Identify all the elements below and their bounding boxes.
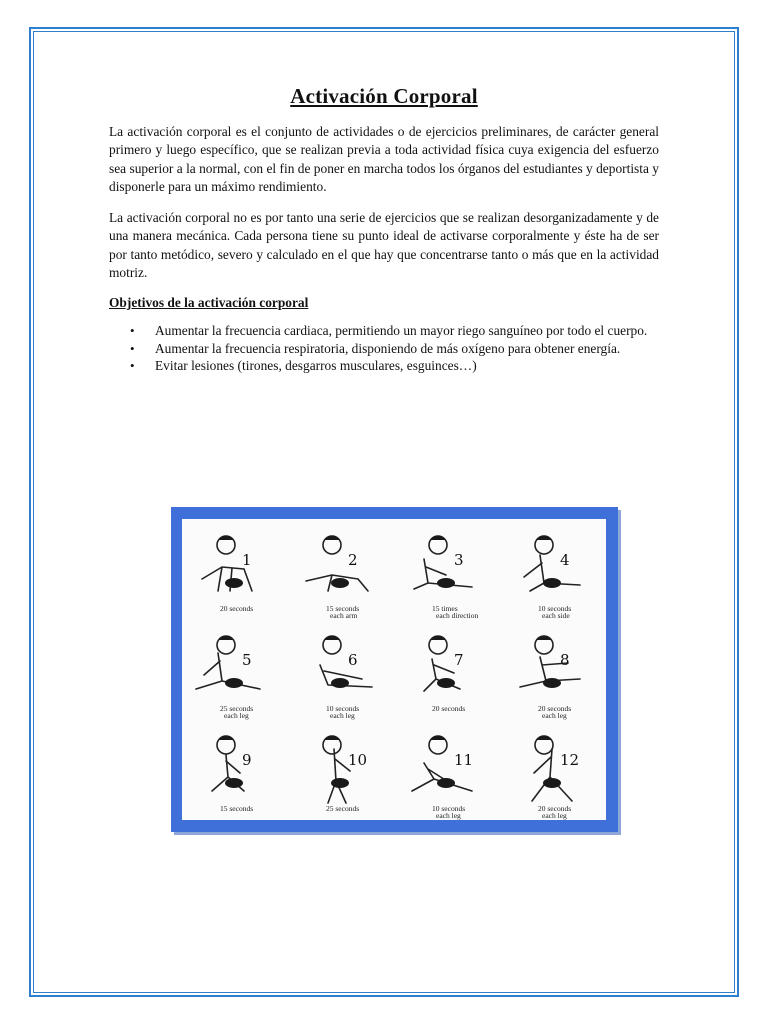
exercise-cell — [196, 636, 260, 721]
exercise-number: 8 — [560, 651, 570, 669]
exercise-caption: 20 seconds — [538, 804, 572, 813]
figure-shorts — [543, 578, 561, 588]
exercise-number: 6 — [348, 651, 358, 669]
exercise-caption: 10 seconds — [432, 804, 466, 813]
exercise-caption-cont: each leg — [542, 811, 567, 820]
exercise-number: 12 — [560, 751, 580, 769]
exercise-caption: 25 seconds — [220, 704, 254, 713]
figure-hair — [218, 636, 234, 641]
exercise-cell — [412, 736, 473, 821]
figure-shorts — [543, 678, 561, 688]
exercise-caption-cont: each leg — [436, 811, 461, 820]
exercise-number: 9 — [242, 751, 252, 769]
exercise-cell — [320, 636, 372, 721]
exercise-number: 2 — [348, 551, 358, 569]
figure-shorts — [331, 678, 349, 688]
exercise-figure-frame — [171, 507, 618, 832]
exercise-number: 5 — [242, 651, 252, 669]
exercise-caption-cont: each leg — [224, 711, 249, 720]
exercise-cell — [414, 536, 479, 621]
exercise-number: 3 — [454, 551, 464, 569]
exercise-caption: 20 seconds — [538, 704, 572, 713]
objectives-list — [109, 322, 659, 374]
figure-hair — [430, 536, 446, 541]
figure-shorts — [225, 778, 243, 788]
exercise-caption: 25 seconds — [326, 804, 360, 813]
figure-hair — [324, 536, 340, 541]
document-body — [109, 84, 659, 375]
figure-shorts — [331, 778, 349, 788]
exercise-caption: 15 times — [432, 604, 458, 613]
figure-body — [328, 749, 350, 803]
exercise-cell — [532, 736, 579, 821]
figure-hair — [324, 736, 340, 741]
figure-hair — [536, 536, 552, 541]
figure-hair — [218, 736, 234, 741]
exercise-caption-cont: each arm — [330, 611, 358, 620]
exercise-cell — [212, 736, 253, 814]
exercise-caption: 15 seconds — [326, 604, 360, 613]
figure-shorts — [437, 778, 455, 788]
paragraph-method: La activación corporal no es por tanto una serie de ejercicios que se realizan desorganizadamente y de una manera mecánica. Cada persona tiene su punto ideal de activarse corporalmente y éste ha de ser por tanto metódico, severo y calculado en el que hay que concentrarse tanto o más que en la actividad motriz. — [109, 210, 659, 281]
exercise-cell — [306, 536, 368, 621]
exercise-number: 1 — [242, 551, 252, 569]
figure-shorts — [331, 578, 349, 588]
exercise-cell — [524, 536, 580, 621]
exercise-caption-cont: each leg — [542, 711, 567, 720]
exercise-illustration — [182, 519, 606, 820]
figure-hair — [430, 636, 446, 641]
figure-shorts — [437, 578, 455, 588]
figure-shorts — [543, 778, 561, 788]
figure-hair — [536, 736, 552, 741]
figure-hair — [430, 736, 446, 741]
figure-shorts — [437, 678, 455, 688]
objectives-heading: Objetivos de la activación corporal — [109, 295, 309, 311]
exercise-cell — [520, 636, 580, 721]
objective-item: • Evitar lesiones (tirones, desgarros musculares, esguinces…) — [155, 357, 659, 374]
exercise-caption: 20 seconds — [220, 604, 254, 613]
exercise-number: 10 — [348, 751, 368, 769]
stretching-exercises-diagram — [182, 519, 606, 820]
exercise-number: 7 — [454, 651, 464, 669]
exercise-caption: 20 seconds — [432, 704, 466, 713]
figure-hair — [324, 636, 340, 641]
exercise-cell — [424, 636, 465, 714]
exercise-cell — [202, 536, 253, 614]
figure-hair — [536, 636, 552, 641]
figure-hair — [218, 536, 234, 541]
exercise-number: 4 — [560, 551, 570, 569]
page-title: Activación Corporal — [290, 84, 478, 108]
exercise-cell — [323, 736, 367, 814]
exercise-number: 11 — [454, 751, 474, 769]
objective-item: • Aumentar la frecuencia cardiaca, permitiendo un mayor riego sanguíneo por todo el cuerpo. — [155, 322, 659, 339]
exercise-caption-cont: each side — [542, 611, 570, 620]
exercise-caption: 10 seconds — [326, 704, 360, 713]
exercise-caption: 10 seconds — [538, 604, 572, 613]
figure-shorts — [225, 678, 243, 688]
figure-shorts — [225, 578, 243, 588]
paragraph-definition: La activación corporal es el conjunto de actividades o de ejercicios preliminares, de carácter general primero y luego específico, que se realizan previa a toda actividad física cuya exigencia del esfuerzo sea superior a la normal, con el fin de poner en marcha todos los órganos del estudiantes y deportista y disponerle para un máximo rendimiento. — [109, 124, 659, 194]
exercise-caption: 15 seconds — [220, 804, 254, 813]
exercise-caption-cont: each direction — [436, 611, 479, 620]
figure-body — [202, 567, 252, 591]
exercise-caption-cont: each leg — [330, 711, 355, 720]
objective-item: • Aumentar la frecuencia respiratoria, disponiendo de más oxígeno para obtener energía. — [155, 340, 659, 357]
